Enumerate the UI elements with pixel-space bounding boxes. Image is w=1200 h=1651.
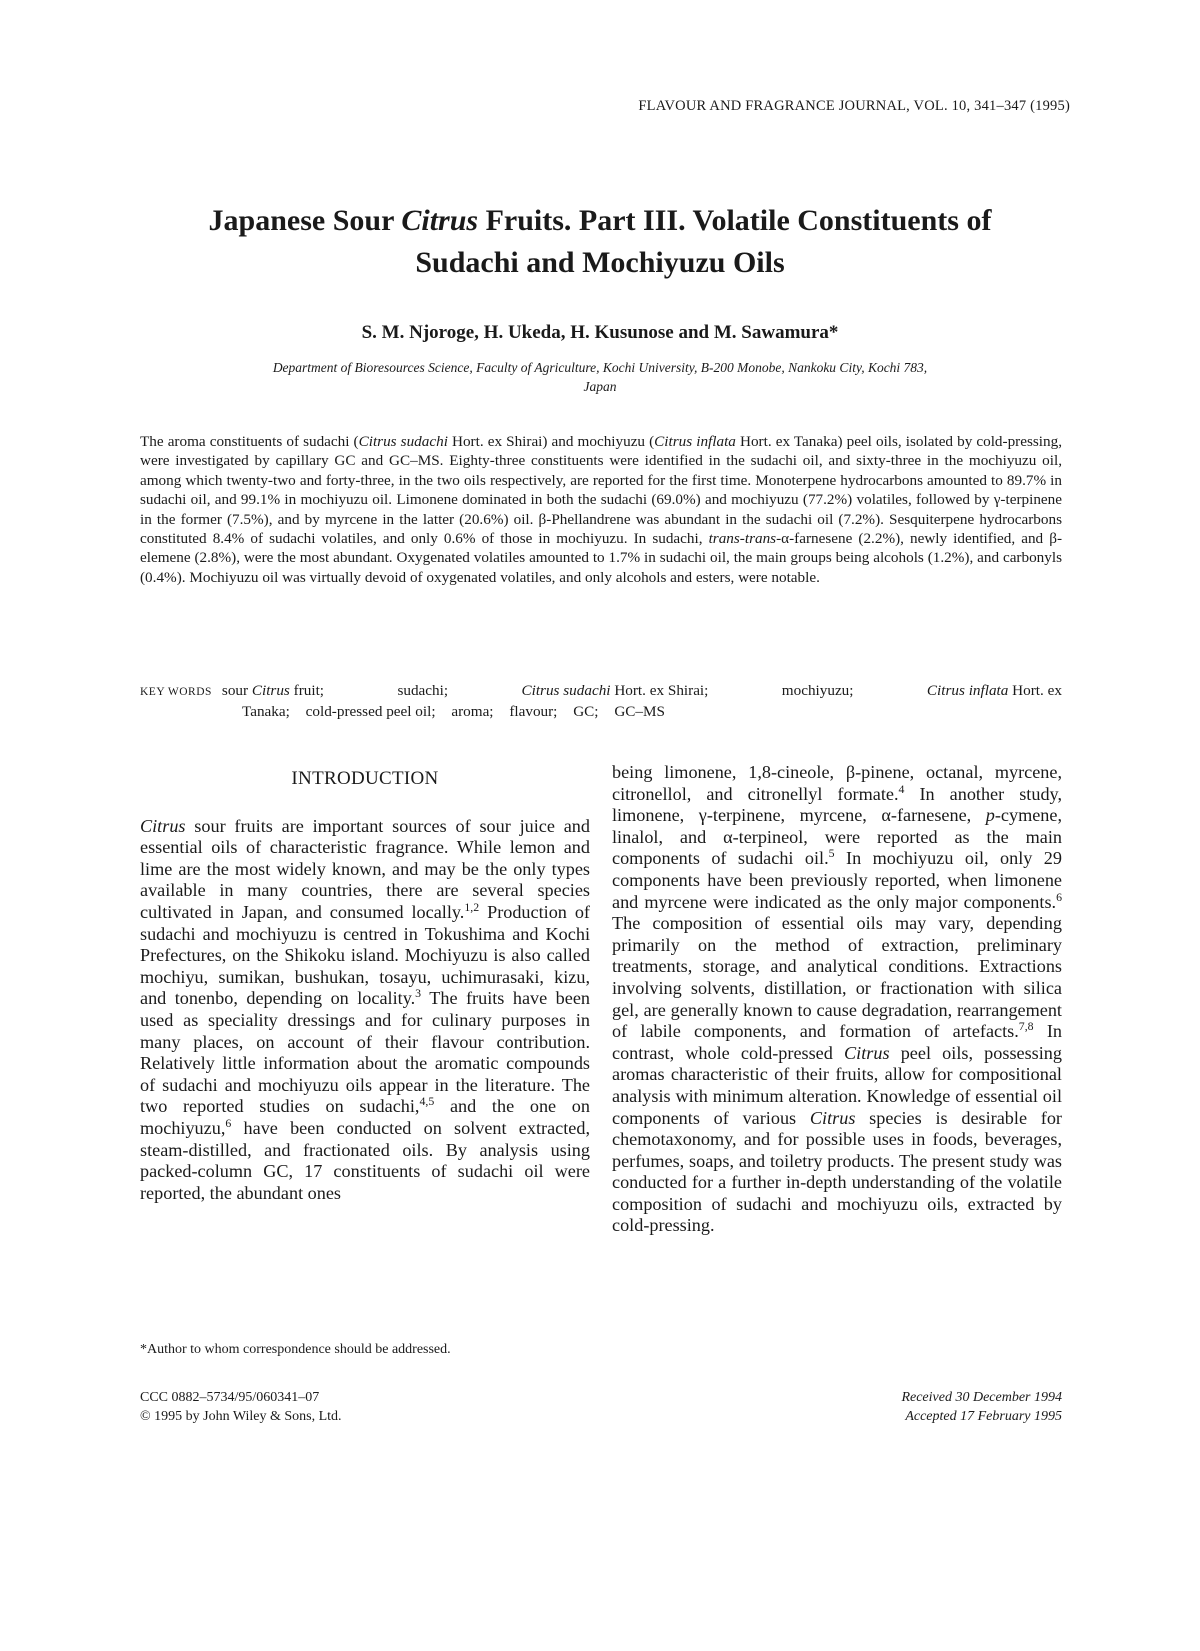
affiliation-line2: Japan	[583, 379, 617, 394]
citation-ref: 7,8	[1018, 1019, 1034, 1034]
authors: S. M. Njoroge, H. Ukeda, H. Kusunose and M. Sawamura*	[361, 322, 839, 343]
body-text: The fruits have been used as speciality dressings and for culinary purposes in many places, on account of their flavour contribution. Relatively little information about the aromatic compounds of sudachi and mochiyuzu oils appear in the literature. The two reported studies on sudachi,	[140, 988, 590, 1117]
keyword: Hort. ex Shirai;	[610, 682, 709, 699]
accepted-date: Accepted 17 February 1995	[905, 1409, 1062, 1424]
abstract-italic: Citrus inflata	[654, 433, 736, 450]
body-text: species is desirable for chemotaxonomy, and for possible uses in foods, beverages, perfumes, soaps, and toiletry products. The present study was conducted for a further in-depth understanding of the volatile composition of sudachi and mochiyuzu oils, extracted by cold-pressing.	[612, 1107, 1062, 1236]
copyright-block	[140, 1388, 590, 1426]
abstract-text: Hort. ex Shirai) and mochiyuzu (	[447, 433, 655, 450]
body-text: The composition of essential oils may vary, depending primarily on the method of extraction, preliminary treatments, storage, and analytical conditions. Extractions involving solvents, distillation, or fractionation with silica gel, are generally known to cause degradation, rearrangement of labile components, and formation of artefacts.	[612, 913, 1062, 1042]
citation-ref: 4,5	[419, 1094, 435, 1109]
citation-ref: 6	[1056, 889, 1062, 904]
keyword: GC–MS	[614, 703, 665, 720]
body-text: and the one on mochiyuzu,	[140, 1096, 590, 1138]
keyword: aroma;	[451, 703, 494, 720]
citation-ref: 5	[828, 846, 835, 861]
keyword: cold-pressed peel oil;	[305, 703, 436, 720]
abstract-paragraph	[140, 432, 1062, 587]
keyword: GC;	[573, 703, 599, 720]
affiliation-line1: Department of Bioresources Science, Faculty of Agriculture, Kochi University, B-200 Monobe, Nankoku City, Kochi 783,	[272, 360, 928, 375]
keywords-item	[521, 681, 708, 702]
body-text: peel oils, possessing aromas characteristic of their fruits, allow for compositional analysis with minimum alteration. Knowledge of essential oil components of various	[612, 1042, 1062, 1128]
abstract-text: Hort. ex Tanaka) peel oils, isolated by cold-pressing, were investigated by capillary GC and GC–MS. Eighty-three constituents were identified in the sudachi oil, and sixty-three in the mochiyuzu oil, among which twenty-two and forty-three, in the two oils respectively, are reported for the first time. Monoterpene hydrocarbons amounted to 89.7% in sudachi oil, and 99.1% in mochiyuzu oil. Limonene dominated in both the sudachi (69.0%) and mochiyuzu (77.2%) volatiles, followed by γ-terpinene in the former (7.5%), and by myrcene in the latter (20.6%) oil. β-Phellandrene was abundant in the sudachi oil (7.2%). Sesquiterpene hydrocarbons constituted 8.4% of sudachi volatiles, and only 0.6% of those in mochiyuzu. In sudachi,	[140, 433, 1062, 548]
body-text: In another study, limonene, γ-terpinene, myrcene, α-farnesene,	[612, 783, 1063, 826]
abstract-text: The aroma constituents of sudachi (	[140, 433, 359, 450]
keywords-item	[927, 681, 1062, 702]
body-italic: Citrus	[809, 1107, 856, 1128]
abstract	[140, 432, 1062, 587]
keyword: flavour;	[509, 703, 558, 720]
keywords	[140, 681, 1062, 722]
intro-paragraph-right	[612, 762, 1062, 1237]
affiliation	[150, 358, 1050, 396]
keyword-italic: Citrus	[251, 682, 290, 699]
keyword: sudachi;	[397, 682, 449, 699]
body-text: have been conducted on solvent extracted, steam-distilled, and fractionated oils. By analysis using packed-column GC, 17 constituents of sudachi oil were reported, the abundant ones	[140, 1117, 590, 1203]
citation-ref: 3	[415, 986, 422, 1001]
dates-block	[612, 1388, 1062, 1426]
abstract-italic: trans-trans	[708, 530, 777, 548]
keyword-italic: Citrus inflata	[926, 682, 1009, 699]
keyword: sour	[221, 682, 252, 699]
body-italic: Citrus	[844, 1042, 890, 1063]
title-text: Japanese Sour	[208, 204, 402, 237]
correspondence-footnote: *Author to whom correspondence should be addressed.	[140, 1342, 451, 1357]
intro-paragraph-left	[140, 816, 590, 1205]
keyword: fruit;	[289, 682, 325, 699]
title-italic: Citrus	[401, 204, 479, 237]
body-text: In mochiyuzu oil, only 29 components have been previously reported, when limonene and myrcene were indicated as the only major components.	[612, 848, 1062, 912]
body-italic: p	[985, 805, 995, 826]
body-text: In contrast, whole cold-pressed	[612, 1021, 1062, 1063]
body-text: sour fruits are important sources of sour juice and essential oils of characteristic fragrance. While lemon and lime are the most widely known, and may be the only types available in many countries, there are several species cultivated in Japan, and consumed locally.	[140, 815, 590, 922]
section-heading-introduction: INTRODUCTION	[291, 768, 439, 789]
body-text: -cymene, linalol, and α-terpineol, were reported as the main components of sudachi oil.	[612, 805, 1062, 869]
abstract-text: -α-farnesene (2.2%), newly identified, and β-elemene (2.8%), were the most abundant. Oxygenated volatiles amounted to 1.7% in sudachi oil, the main groups being alcohols (1.2%), and carbonyls (0.4%). Mochiyuzu oil was virtually devoid of oxygenated volatiles, and only alcohols and esters, were notable.	[140, 530, 1062, 586]
keywords-row	[140, 681, 1062, 702]
keyword: Hort. ex	[1008, 682, 1062, 699]
title-line2: Sudachi and Mochiyuzu Oils	[415, 246, 785, 279]
abstract-italic: Citrus sudachi	[358, 433, 448, 450]
copyright-line: © 1995 by John Wiley & Sons, Ltd.	[140, 1409, 342, 1424]
column-left	[140, 762, 590, 1204]
journal-header: FLAVOUR AND FRAGRANCE JOURNAL, VOL. 10, 341–347 (1995)	[638, 98, 1070, 114]
keyword-italic: Citrus sudachi	[521, 682, 611, 699]
paper-title	[130, 200, 1070, 284]
ccc-code: CCC 0882–5734/95/060341–07	[140, 1390, 320, 1405]
column-right	[612, 762, 1062, 1237]
citation-ref: 4	[898, 781, 905, 796]
body-text: Production of sudachi and mochiyuzu is centred in Tokushima and Kochi Prefectures, on the Shikoku island. Mochiyuzu is also called mochiyu, sumikan, bushukan, tosayu, uchimurasaki, kizu, and tonenbo, depending on locality.	[140, 901, 590, 1009]
keyword: mochiyuzu;	[781, 682, 854, 699]
keywords-row	[140, 702, 1062, 722]
received-date: Received 30 December 1994	[901, 1390, 1062, 1405]
citation-ref: 6	[225, 1115, 232, 1130]
keywords-item	[140, 681, 324, 702]
body-text: being limonene, 1,8-cineole, β-pinene, octanal, myrcene, citronellol, and citronellyl formate.	[612, 762, 1062, 804]
title-text: Fruits. Part III. Volatile Constituents of	[478, 204, 992, 237]
citation-ref: 1,2	[464, 899, 480, 914]
body-italic: Citrus	[140, 815, 186, 836]
keyword: Tanaka;	[242, 703, 290, 720]
keywords-label: KEY WORDS	[140, 686, 212, 698]
